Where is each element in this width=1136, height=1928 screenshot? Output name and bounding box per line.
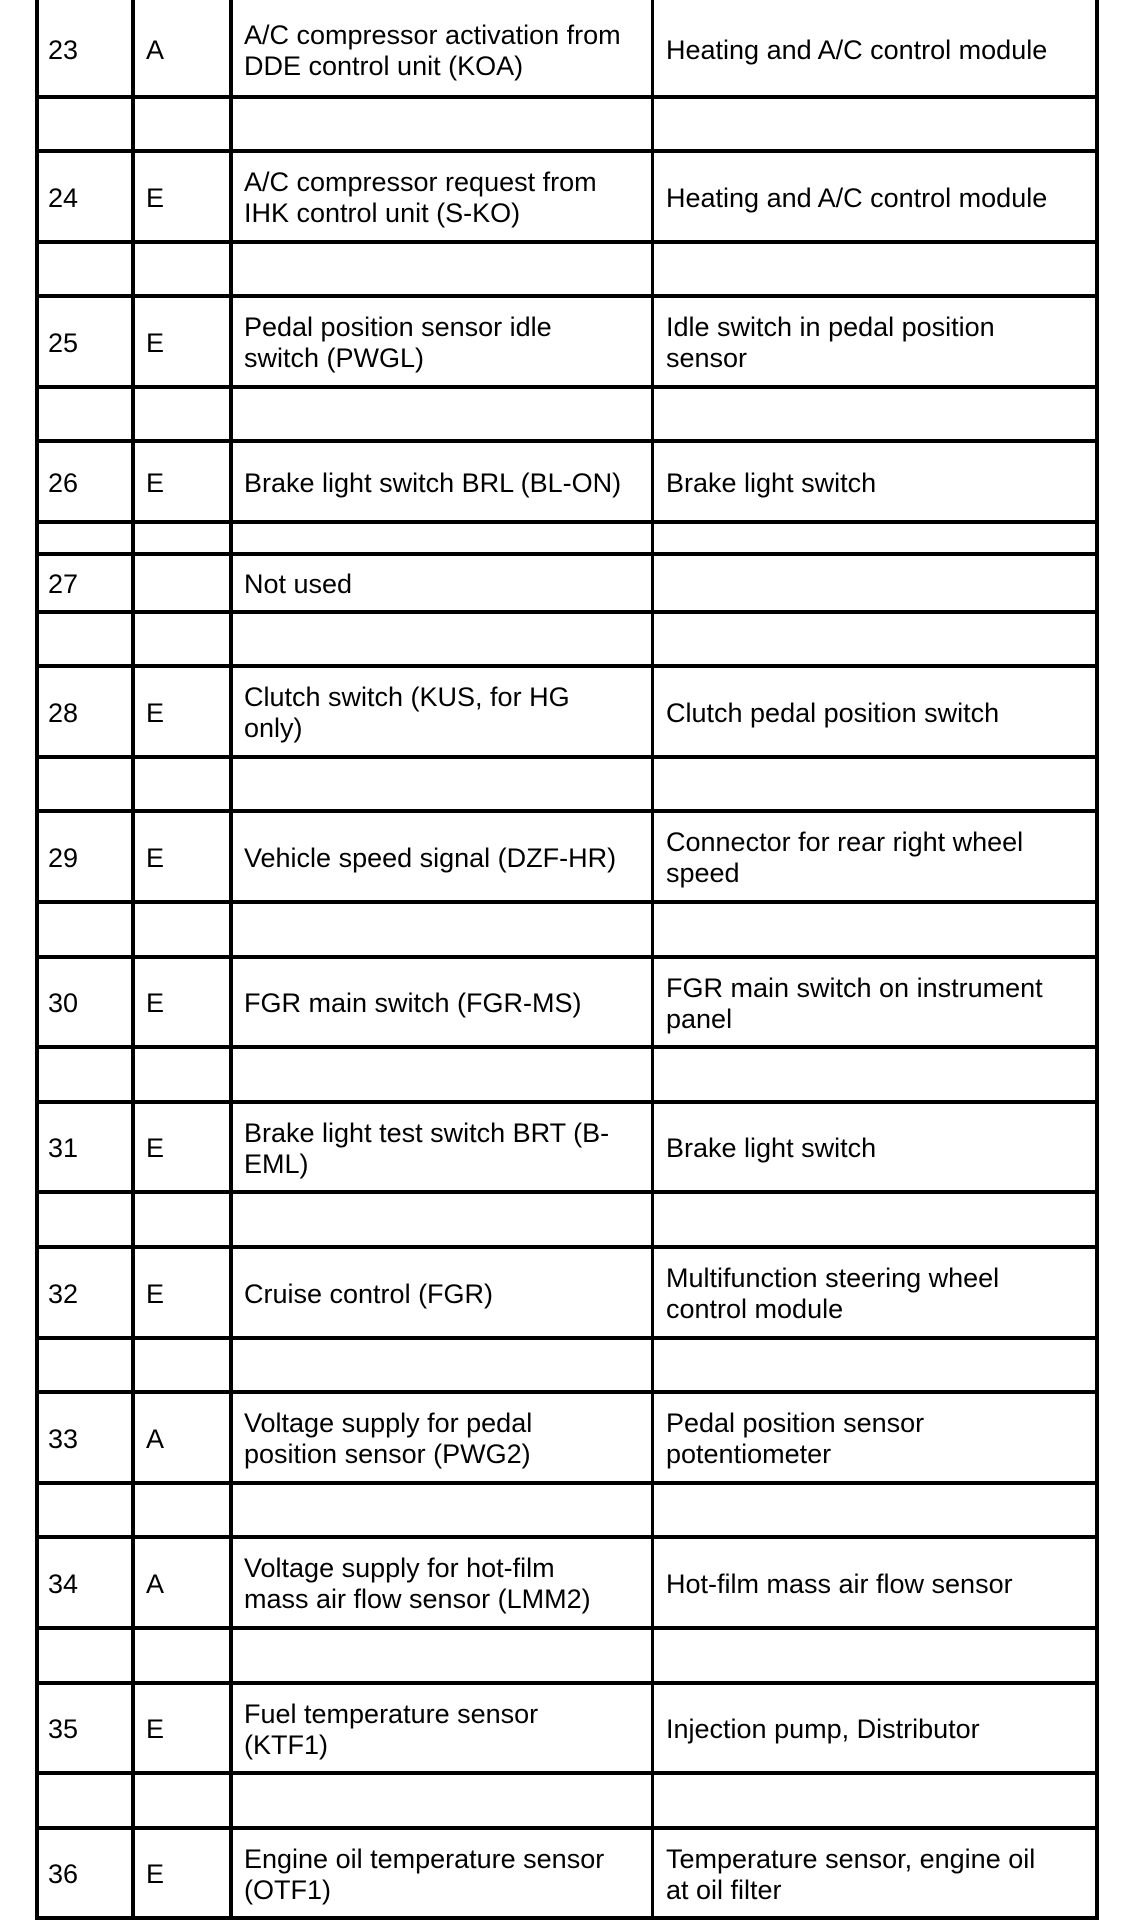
component-cell: FGR main switch on instrument panel	[666, 972, 1043, 1034]
pin-number-cell: 31	[48, 1133, 79, 1163]
signal-description-cell: Not used	[244, 569, 353, 599]
row-divider	[37, 520, 1098, 524]
signal-description-cell: Engine oil temperature sensor (OTF1)	[244, 1843, 605, 1905]
pin-number-cell: 35	[48, 1714, 79, 1744]
signal-description-cell: Vehicle speed signal (DZF-HR)	[244, 842, 617, 873]
row-divider	[37, 1100, 1098, 1104]
signal-description-cell: Cruise control (FGR)	[244, 1278, 494, 1309]
signal-type-cell: E	[146, 327, 165, 358]
signal-type-cell: E	[146, 842, 165, 873]
signal-description-cell: Pedal position sensor idle switch (PWGL)	[244, 312, 552, 373]
pin-number-cell: 27	[48, 569, 79, 599]
component-cell	[666, 559, 1086, 610]
pin-number-cell: 29	[48, 842, 79, 873]
component-cell: Idle switch in pedal position sensor	[666, 312, 995, 373]
signal-type-cell: E	[146, 467, 165, 498]
row-divider	[37, 809, 1098, 813]
pin-number-cell: 28	[48, 697, 79, 728]
row-divider	[37, 1245, 1098, 1249]
signal-type-cell: E	[146, 988, 165, 1018]
signal-description-cell: Voltage supply for hot-film mass air flow sensor (LMM2)	[244, 1553, 591, 1614]
signal-type-cell: A	[146, 35, 165, 65]
row-divider	[37, 1481, 1098, 1485]
row-divider	[37, 385, 1098, 389]
row-divider	[37, 1626, 1098, 1630]
table-border-left	[35, 0, 39, 1920]
component-cell: Connector for rear right wheel speed	[666, 827, 1024, 888]
row-divider	[37, 1771, 1098, 1775]
component-cell: Heating and A/C control module	[666, 35, 1048, 65]
row-divider	[37, 1535, 1098, 1539]
component-cell: Hot-film mass air flow sensor	[666, 1568, 1013, 1599]
signal-description-cell: Clutch switch (KUS, for HG only)	[244, 682, 570, 743]
component-cell: Temperature sensor, engine oil at oil filter	[666, 1843, 1036, 1905]
row-divider	[37, 1390, 1098, 1394]
pin-number-cell: 34	[48, 1568, 79, 1599]
row-divider	[37, 955, 1098, 959]
row-divider	[37, 294, 1098, 298]
signal-description-cell: Voltage supply for pedal position sensor (PWG2)	[244, 1408, 533, 1469]
row-divider	[37, 1916, 1098, 1920]
component-cell: Heating and A/C control module	[666, 182, 1048, 213]
signal-description-cell: Brake light switch BRL (BL-ON)	[244, 467, 622, 498]
signal-type-cell	[146, 559, 226, 610]
signal-type-cell: E	[146, 697, 165, 728]
signal-description-cell: Fuel temperature sensor (KTF1)	[244, 1698, 539, 1760]
component-cell: Pedal position sensor potentiometer	[666, 1408, 925, 1469]
pin-number-cell: 33	[48, 1423, 79, 1454]
pin-number-cell: 23	[48, 35, 79, 65]
component-cell: Brake light switch	[666, 1133, 877, 1163]
signal-description-cell: Brake light test switch BRT (B- EML)	[244, 1117, 610, 1179]
pin-number-cell: 36	[48, 1859, 79, 1889]
table-border-right	[1095, 0, 1099, 1920]
signal-type-cell: E	[146, 1859, 165, 1889]
pin-number-cell: 30	[48, 988, 79, 1018]
pin-number-cell: 32	[48, 1278, 79, 1309]
row-divider	[37, 149, 1098, 153]
signal-type-cell: E	[146, 1133, 165, 1163]
pin-number-cell: 26	[48, 467, 79, 498]
signal-type-cell: E	[146, 182, 165, 213]
signal-description-cell: A/C compressor activation from DDE control unit (KOA)	[244, 19, 621, 81]
component-cell: Clutch pedal position switch	[666, 697, 1000, 728]
row-divider	[37, 240, 1098, 244]
row-divider	[37, 1826, 1098, 1830]
component-cell: Multifunction steering wheel control module	[666, 1263, 1000, 1324]
pin-number-cell: 25	[48, 327, 79, 358]
row-divider	[37, 1336, 1098, 1340]
component-cell: Brake light switch	[666, 467, 877, 498]
signal-description-cell: A/C compressor request from IHK control unit (S-KO)	[244, 167, 597, 228]
signal-type-cell: A	[146, 1568, 165, 1599]
row-divider	[37, 664, 1098, 668]
row-divider	[37, 552, 1098, 556]
signal-type-cell: E	[146, 1714, 165, 1744]
row-divider	[37, 439, 1098, 443]
row-divider	[37, 1045, 1098, 1049]
row-divider	[37, 95, 1098, 99]
signal-type-cell: A	[146, 1423, 165, 1454]
row-divider	[37, 1190, 1098, 1194]
row-divider	[37, 1681, 1098, 1685]
signal-description-cell: FGR main switch (FGR-MS)	[244, 988, 582, 1018]
row-divider	[37, 610, 1098, 614]
row-divider	[37, 755, 1098, 759]
pin-number-cell: 24	[48, 182, 79, 213]
signal-type-cell: E	[146, 1278, 165, 1309]
row-divider	[37, 900, 1098, 904]
component-cell: Injection pump, Distributor	[666, 1714, 980, 1744]
